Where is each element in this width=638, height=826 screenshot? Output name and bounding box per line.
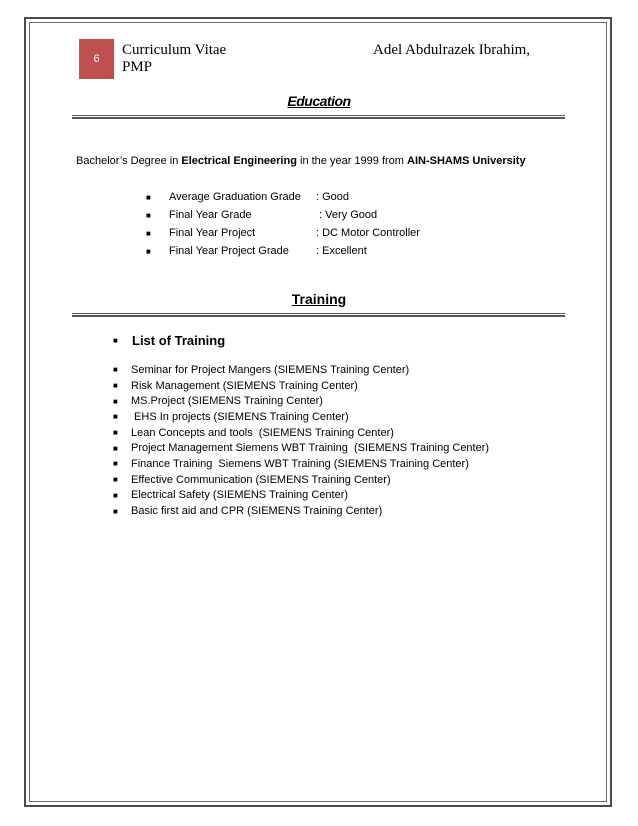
list-item bbox=[113, 378, 489, 394]
list-item bbox=[146, 188, 420, 206]
square-bullet-icon: ■ bbox=[146, 228, 151, 238]
grade-value: : Good bbox=[316, 191, 350, 203]
training-list-heading-label: List of Training bbox=[132, 333, 226, 348]
list-item bbox=[113, 472, 489, 488]
list-item bbox=[113, 503, 489, 519]
list-item bbox=[113, 488, 489, 504]
training-item: Electrical Safety (SIEMENS Training Center) bbox=[131, 489, 349, 502]
degree-university: AIN-SHAMS University bbox=[407, 155, 526, 167]
training-item: Effective Communication (SIEMENS Training Center) bbox=[131, 473, 391, 486]
list-item bbox=[146, 242, 420, 260]
grade-value: : Excellent bbox=[316, 245, 367, 257]
training-item: Risk Management (SIEMENS Training Center) bbox=[131, 379, 358, 392]
header-name: Adel Abdulrazek Ibrahim, bbox=[373, 42, 531, 58]
grade-label: Average Graduation Grade bbox=[169, 191, 301, 203]
grade-value: : Very Good bbox=[316, 209, 378, 221]
list-item bbox=[113, 456, 489, 472]
training-list bbox=[113, 362, 489, 519]
square-bullet-icon: ■ bbox=[113, 365, 118, 375]
square-bullet-icon: ■ bbox=[113, 428, 118, 438]
training-item: Basic first aid and CPR (SIEMENS Training Center) bbox=[131, 505, 383, 518]
list-item bbox=[113, 393, 489, 409]
square-bullet-icon: ■ bbox=[113, 381, 118, 391]
list-item bbox=[113, 425, 489, 441]
grade-value: : DC Motor Controller bbox=[316, 227, 420, 239]
training-item: Seminar for Project Mangers (SIEMENS Training Center) bbox=[131, 363, 410, 376]
square-bullet-icon: ■ bbox=[146, 246, 151, 256]
list-item bbox=[146, 224, 420, 242]
training-item: Lean Concepts and tools (SIEMENS Training Center) bbox=[131, 426, 394, 439]
training-item: Finance Training Siemens WBT Training (SIEMENS Training Center) bbox=[131, 457, 469, 470]
square-bullet-icon: ■ bbox=[113, 506, 118, 516]
grades-list bbox=[146, 188, 420, 260]
grade-label: Final Year Grade bbox=[169, 209, 252, 221]
list-item bbox=[113, 362, 489, 378]
header-title-line1: Curriculum Vitae bbox=[122, 42, 227, 58]
square-bullet-icon: ■ bbox=[146, 210, 151, 220]
degree-line bbox=[76, 155, 526, 167]
grade-label: Final Year Project bbox=[169, 227, 256, 239]
header-title-line2: PMP bbox=[122, 59, 153, 75]
square-bullet-icon: ■ bbox=[113, 336, 118, 345]
page-number-badge: 6 bbox=[79, 39, 114, 79]
list-item bbox=[113, 440, 489, 456]
section-divider bbox=[72, 115, 565, 119]
training-heading: Training bbox=[291, 291, 347, 307]
list-item bbox=[146, 206, 420, 224]
list-item bbox=[113, 409, 489, 425]
square-bullet-icon: ■ bbox=[113, 490, 118, 500]
training-item: EHS In projects (SIEMENS Training Center) bbox=[131, 410, 349, 423]
section-divider bbox=[72, 313, 565, 317]
square-bullet-icon: ■ bbox=[113, 459, 118, 469]
square-bullet-icon: ■ bbox=[113, 412, 118, 422]
degree-field: Electrical Engineering bbox=[181, 155, 297, 167]
education-heading: Education bbox=[287, 93, 351, 109]
training-item: MS.Project (SIEMENS Training Center) bbox=[131, 395, 323, 408]
header-title bbox=[122, 42, 226, 76]
training-list-heading bbox=[113, 333, 225, 348]
square-bullet-icon: ■ bbox=[113, 475, 118, 485]
square-bullet-icon: ■ bbox=[113, 443, 118, 453]
square-bullet-icon: ■ bbox=[146, 192, 151, 202]
grade-label: Final Year Project Grade bbox=[169, 245, 289, 257]
training-item: Project Management Siemens WBT Training (SIEMENS Training Center) bbox=[131, 442, 490, 455]
degree-prefix: Bachelor’s Degree in bbox=[76, 155, 182, 167]
square-bullet-icon: ■ bbox=[113, 396, 118, 406]
degree-middle: in the year 1999 from bbox=[296, 155, 407, 167]
